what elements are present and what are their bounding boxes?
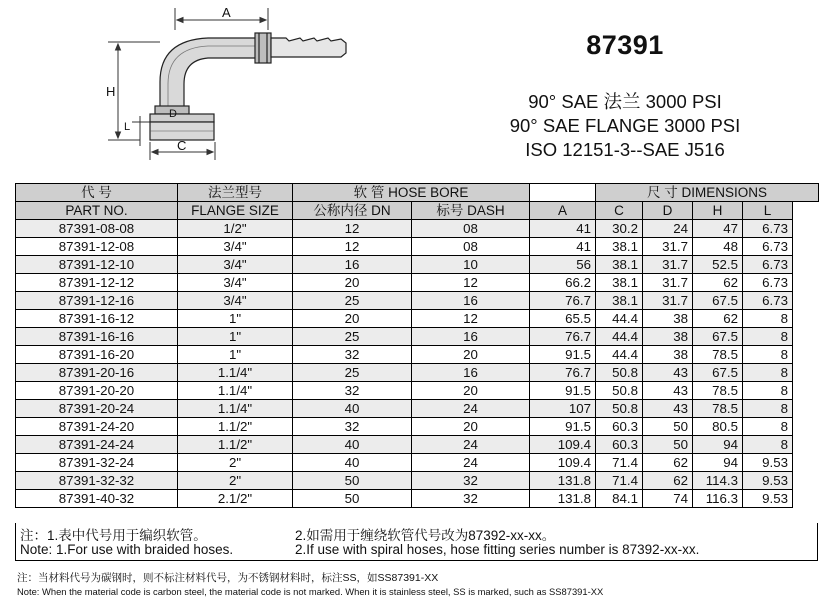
cell-dn: 20 <box>293 310 412 328</box>
cell-a: 91.5 <box>530 382 596 400</box>
cell-l: 6.73 <box>743 256 793 274</box>
cell-part: 87391-12-16 <box>16 292 178 310</box>
cell-c: 44.4 <box>596 328 643 346</box>
cell-part: 87391-16-12 <box>16 310 178 328</box>
cell-d: 38 <box>643 346 693 364</box>
footnote-cn: 注：当材料代号为碳钢时，则不标注材料代号，为不锈钢材料时，标注SS，如SS87391-XX <box>17 572 439 584</box>
cell-flange: 1" <box>178 328 293 346</box>
cell-dn: 40 <box>293 436 412 454</box>
spec-line-2: 90° SAE FLANGE 3000 PSI <box>509 115 741 136</box>
cell-flange: 3/4" <box>178 238 293 256</box>
cell-a: 109.4 <box>530 436 596 454</box>
header-row-1 <box>16 184 819 202</box>
cell-c: 38.1 <box>596 274 643 292</box>
cell-flange: 1/2" <box>178 220 293 238</box>
cell-part: 87391-40-32 <box>16 490 178 508</box>
header-part-cn: 代 号 <box>16 184 178 202</box>
cell-h: 114.3 <box>693 472 743 490</box>
table-row <box>16 274 819 292</box>
cell-dash: 08 <box>412 220 530 238</box>
header-col-h: H <box>693 202 743 220</box>
cell-dash: 12 <box>412 274 530 292</box>
cell-dn: 20 <box>293 274 412 292</box>
header-dimensions: 尺 寸 DIMENSIONS <box>596 184 819 202</box>
cell-l: 8 <box>743 346 793 364</box>
cell-dn: 50 <box>293 490 412 508</box>
cell-h: 48 <box>693 238 743 256</box>
cell-flange: 1.1/4" <box>178 400 293 418</box>
cell-c: 60.3 <box>596 418 643 436</box>
dim-label-c: C <box>177 138 187 153</box>
cell-flange: 1" <box>178 310 293 328</box>
cell-dn: 25 <box>293 292 412 310</box>
cell-a: 131.8 <box>530 472 596 490</box>
cell-part: 87391-32-24 <box>16 454 178 472</box>
cell-flange: 2" <box>178 472 293 490</box>
cell-a: 41 <box>530 220 596 238</box>
cell-dash: 20 <box>412 382 530 400</box>
cell-dash: 20 <box>412 346 530 364</box>
cell-flange: 1" <box>178 346 293 364</box>
cell-l: 9.53 <box>743 490 793 508</box>
cell-c: 44.4 <box>596 346 643 364</box>
cell-h: 94 <box>693 436 743 454</box>
cell-c: 38.1 <box>596 238 643 256</box>
header-dn: 公称内径 DN <box>293 202 412 220</box>
cell-a: 131.8 <box>530 490 596 508</box>
cell-l: 6.73 <box>743 292 793 310</box>
cell-dn: 12 <box>293 220 412 238</box>
cell-h: 47 <box>693 220 743 238</box>
cell-dash: 24 <box>412 400 530 418</box>
header-row-2 <box>16 202 819 220</box>
table-row <box>16 328 819 346</box>
cell-part: 87391-32-32 <box>16 472 178 490</box>
cell-dash: 20 <box>412 418 530 436</box>
table-row <box>16 364 819 382</box>
cell-a: 65.5 <box>530 310 596 328</box>
cell-part: 87391-20-20 <box>16 382 178 400</box>
cell-l: 8 <box>743 310 793 328</box>
cell-l: 8 <box>743 418 793 436</box>
cell-l: 8 <box>743 382 793 400</box>
table-row <box>16 238 819 256</box>
dim-label-h: H <box>106 84 116 99</box>
header-dash: 标号 DASH <box>412 202 530 220</box>
model-title: 87391 <box>586 30 664 60</box>
header-flange-cn: 法兰型号 <box>178 184 293 202</box>
cell-part: 87391-16-16 <box>16 328 178 346</box>
cell-flange: 1.1/2" <box>178 418 293 436</box>
cell-c: 50.8 <box>596 364 643 382</box>
cell-dash: 24 <box>412 436 530 454</box>
cell-dn: 25 <box>293 364 412 382</box>
cell-a: 107 <box>530 400 596 418</box>
note-en-2: 2.If use with spiral hoses, hose fitting series number is 87392-xx-xx. <box>295 542 700 557</box>
cell-a: 66.2 <box>530 274 596 292</box>
notes-box <box>15 523 818 561</box>
header-col-l: L <box>743 202 793 220</box>
cell-h: 62 <box>693 310 743 328</box>
cell-flange: 2.1/2" <box>178 490 293 508</box>
cell-d: 43 <box>643 364 693 382</box>
cell-a: 76.7 <box>530 328 596 346</box>
table-row <box>16 382 819 400</box>
table-row <box>16 292 819 310</box>
cell-dn: 32 <box>293 382 412 400</box>
cell-dash: 10 <box>412 256 530 274</box>
cell-d: 62 <box>643 454 693 472</box>
cell-d: 74 <box>643 490 693 508</box>
cell-c: 84.1 <box>596 490 643 508</box>
cell-a: 56 <box>530 256 596 274</box>
table-row <box>16 220 819 238</box>
cell-dn: 32 <box>293 346 412 364</box>
cell-flange: 2" <box>178 454 293 472</box>
cell-dn: 25 <box>293 328 412 346</box>
cell-l: 8 <box>743 364 793 382</box>
cell-d: 31.7 <box>643 256 693 274</box>
cell-a: 91.5 <box>530 418 596 436</box>
spec-line-3: ISO 12151-3--SAE J516 <box>525 139 725 160</box>
cell-l: 9.53 <box>743 472 793 490</box>
footnote-en: Note: When the material code is carbon steel, the material code is not marked. When it is stainless steel, SS is marked, such as SS87391-XX <box>17 586 604 597</box>
dimensions-table <box>15 183 819 508</box>
note-en-line <box>20 542 700 557</box>
cell-c: 50.8 <box>596 400 643 418</box>
cell-l: 6.73 <box>743 274 793 292</box>
cell-h: 78.5 <box>693 382 743 400</box>
header-part-en: PART NO. <box>16 202 178 220</box>
cell-d: 38 <box>643 328 693 346</box>
cell-c: 38.1 <box>596 256 643 274</box>
cell-part: 87391-12-10 <box>16 256 178 274</box>
cell-part: 87391-24-24 <box>16 436 178 454</box>
cell-d: 31.7 <box>643 238 693 256</box>
header-flange-en: FLANGE SIZE <box>178 202 293 220</box>
cell-l: 9.53 <box>743 454 793 472</box>
cell-d: 50 <box>643 418 693 436</box>
cell-c: 50.8 <box>596 382 643 400</box>
cell-dash: 16 <box>412 364 530 382</box>
cell-c: 71.4 <box>596 472 643 490</box>
cell-c: 44.4 <box>596 310 643 328</box>
cell-dn: 32 <box>293 418 412 436</box>
cell-d: 24 <box>643 220 693 238</box>
cell-dash: 32 <box>412 472 530 490</box>
cell-part: 87391-16-20 <box>16 346 178 364</box>
header-col-d: D <box>643 202 693 220</box>
cell-l: 8 <box>743 436 793 454</box>
cell-a: 76.7 <box>530 364 596 382</box>
cell-h: 62 <box>693 274 743 292</box>
dim-label-l: L <box>124 121 131 133</box>
cell-h: 78.5 <box>693 346 743 364</box>
cell-c: 30.2 <box>596 220 643 238</box>
table-row <box>16 310 819 328</box>
cell-d: 62 <box>643 472 693 490</box>
cell-dash: 08 <box>412 238 530 256</box>
header-spacer <box>530 184 596 202</box>
cell-dn: 50 <box>293 472 412 490</box>
cell-dn: 12 <box>293 238 412 256</box>
cell-part: 87391-12-08 <box>16 238 178 256</box>
cell-d: 38 <box>643 310 693 328</box>
cell-d: 31.7 <box>643 274 693 292</box>
cell-flange: 1.1/2" <box>178 436 293 454</box>
cell-d: 43 <box>643 400 693 418</box>
note-en-1: Note: 1.For use with braided hoses. <box>20 542 234 557</box>
cell-h: 67.5 <box>693 364 743 382</box>
cell-c: 71.4 <box>596 454 643 472</box>
cell-l: 8 <box>743 400 793 418</box>
elbow-flange-fitting-drawing-icon <box>95 2 380 180</box>
cell-l: 8 <box>743 328 793 346</box>
cell-flange: 1.1/4" <box>178 364 293 382</box>
cell-part: 87391-24-20 <box>16 418 178 436</box>
cell-l: 6.73 <box>743 238 793 256</box>
dim-label-d: D <box>169 108 177 120</box>
table-row <box>16 472 819 490</box>
cell-flange: 3/4" <box>178 292 293 310</box>
cell-flange: 1.1/4" <box>178 382 293 400</box>
cell-dn: 40 <box>293 454 412 472</box>
cell-d: 31.7 <box>643 292 693 310</box>
table-body <box>16 220 819 508</box>
cell-part: 87391-20-16 <box>16 364 178 382</box>
cell-l: 6.73 <box>743 220 793 238</box>
cell-h: 80.5 <box>693 418 743 436</box>
cell-h: 94 <box>693 454 743 472</box>
cell-a: 76.7 <box>530 292 596 310</box>
spec-lines <box>470 90 780 162</box>
cell-h: 52.5 <box>693 256 743 274</box>
cell-a: 91.5 <box>530 346 596 364</box>
table-row <box>16 490 819 508</box>
cell-dn: 40 <box>293 400 412 418</box>
cell-h: 67.5 <box>693 292 743 310</box>
cell-flange: 3/4" <box>178 274 293 292</box>
header-hose-bore: 软 管 HOSE BORE <box>293 184 530 202</box>
dim-label-a: A <box>222 5 231 20</box>
cell-dash: 32 <box>412 490 530 508</box>
cell-part: 87391-20-24 <box>16 400 178 418</box>
cell-dn: 16 <box>293 256 412 274</box>
spec-line-1: 90° SAE 法兰 3000 PSI <box>528 91 722 112</box>
table-row <box>16 436 819 454</box>
cell-d: 43 <box>643 382 693 400</box>
note-cn-1: 注：1.表中代号用于编织软管。 <box>20 528 207 543</box>
cell-h: 116.3 <box>693 490 743 508</box>
cell-h: 78.5 <box>693 400 743 418</box>
cell-dash: 12 <box>412 310 530 328</box>
note-cn-2: 2.如需用于缠绕软管代号改为87392-xx-xx。 <box>295 528 556 543</box>
cell-c: 60.3 <box>596 436 643 454</box>
cell-flange: 3/4" <box>178 256 293 274</box>
note-cn-line <box>20 524 556 544</box>
cell-h: 67.5 <box>693 328 743 346</box>
table-row <box>16 400 819 418</box>
header-col-a: A <box>530 202 596 220</box>
header-col-c: C <box>596 202 643 220</box>
table-row <box>16 418 819 436</box>
cell-dash: 24 <box>412 454 530 472</box>
cell-dash: 16 <box>412 292 530 310</box>
cell-c: 38.1 <box>596 292 643 310</box>
cell-d: 50 <box>643 436 693 454</box>
cell-dash: 16 <box>412 328 530 346</box>
cell-part: 87391-08-08 <box>16 220 178 238</box>
table-row <box>16 346 819 364</box>
table-row <box>16 454 819 472</box>
cell-part: 87391-12-12 <box>16 274 178 292</box>
cell-a: 41 <box>530 238 596 256</box>
cell-a: 109.4 <box>530 454 596 472</box>
table-row <box>16 256 819 274</box>
